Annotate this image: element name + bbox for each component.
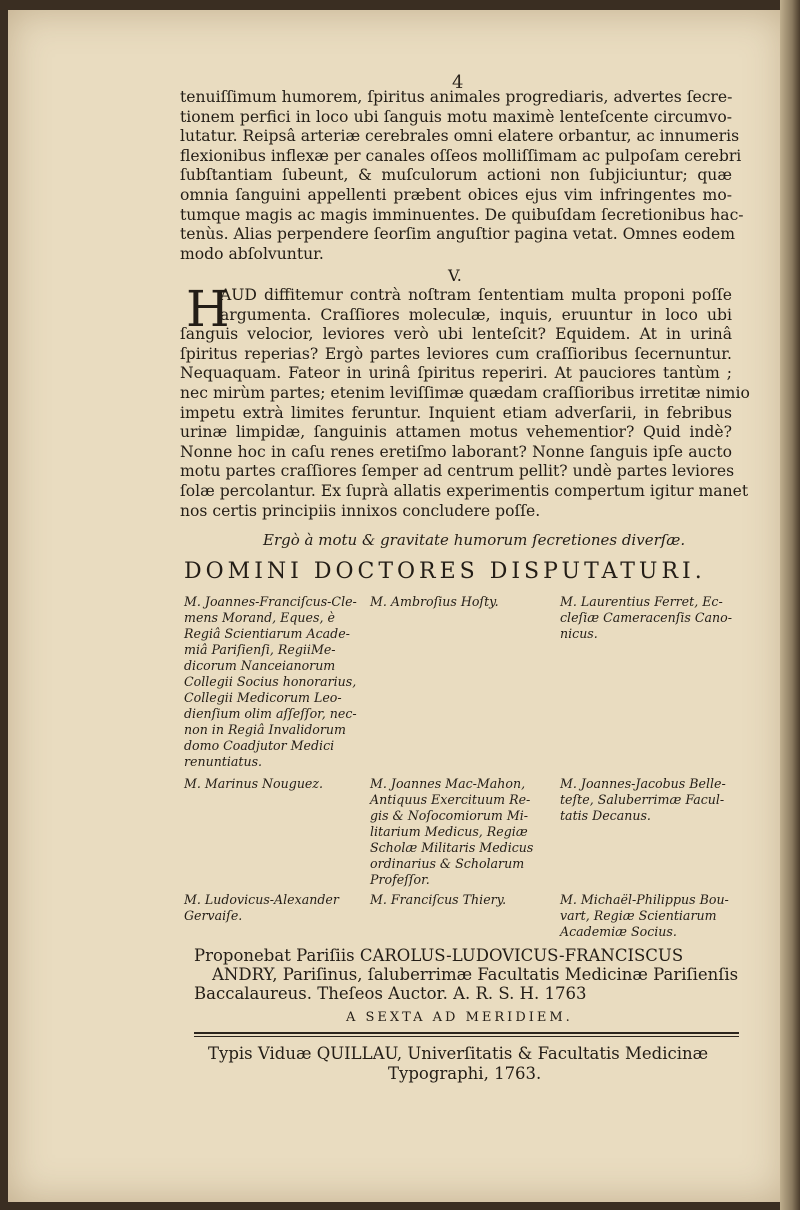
book-spine — [780, 0, 800, 1210]
section-paragraph — [180, 280, 750, 521]
doctor-line: dienſium olim aſſeſſor, nec- — [184, 706, 357, 721]
doctor-line: cleſiæ Cameracenſis Cano- — [560, 610, 732, 625]
proponebat-paragraph — [194, 946, 739, 1003]
text-line: ſubſtantiam ſubeunt, & muſculorum actioni non ſubjiciuntur; quæ — [180, 166, 732, 185]
paragraph-continuation — [180, 88, 744, 264]
text-line: motu partes craſſiores ſemper ad centrum pellit? undè partes leviores — [180, 462, 735, 481]
doctor-line: M. Joannes Mac-Mahon, — [370, 776, 526, 791]
text-line: flexionibus inflexæ per canales oſſeos molliſſimam ac pulpoſam cerebri — [180, 146, 742, 165]
divider — [194, 1036, 739, 1037]
text-line: urinæ limpidæ, ſanguinis attamen motus vehementior? Quid indè? — [180, 423, 732, 442]
text-line: tumque magis ac magis imminuentes. De quibuſdam ſecretionibus hac- — [180, 205, 744, 224]
doctor-line: M. Franciſcus Thiery. — [370, 892, 507, 907]
doctor-entry — [560, 594, 732, 642]
text-line: Nonne hoc in caſu renes eretiſmo laborant? Nonne ſanguis ipſe aucto — [180, 442, 732, 461]
doctor-line: gis & Noſocomiorum Mi- — [370, 808, 529, 823]
doctors-header: DOMINI DOCTORES DISPUTATURI. — [184, 559, 706, 584]
text-line: omnia ſanguini appellenti præbent obices ejus vim infringentes mo- — [180, 185, 732, 204]
text-line: impetu extrà limites feruntur. Inquient etiam adverſarii, in febribus — [180, 403, 732, 422]
book-page — [8, 10, 786, 1202]
section-number: V. — [448, 266, 462, 285]
doctor-line: litarium Medicus, Regiæ — [370, 824, 528, 839]
text-line: modo abſolvuntur. — [180, 244, 324, 263]
doctor-entry — [184, 594, 357, 770]
doctor-line: dicorum Nanceianorum — [184, 658, 336, 673]
text-line: ſpiritus reperias? Ergò partes leviores cum craſſioribus ſecernuntur. — [180, 344, 732, 363]
doctor-entry — [184, 776, 323, 792]
text-line: AUD diffitemur contrà noſtram ſententiam multa proponi poſſe — [220, 286, 732, 304]
doctor-entry — [370, 892, 506, 908]
text-line: Proponebat Pariſiis CAROLUS-LUDOVICUS-FRANCISCUS — [194, 946, 684, 965]
text-line: ſolæ percolantur. Ex ſuprà allatis experimentis compertum igitur manet — [180, 481, 749, 500]
doctor-line: M. Joannes-Franciſcus-Cle- — [184, 594, 357, 609]
conclusion-line: Ergò à motu & gravitate humorum ſecretiones diverſæ. — [263, 531, 686, 549]
doctor-entry — [184, 892, 339, 924]
divider — [194, 1032, 739, 1034]
printer-imprint — [208, 1044, 728, 1084]
doctor-line: M. Ambroſius Hoſty. — [370, 594, 499, 609]
doctor-line: teſte, Saluberrimæ Facul- — [560, 792, 725, 807]
doctor-line: nicus. — [560, 626, 598, 641]
doctor-line: Scholæ Militaris Medicus — [370, 840, 534, 855]
doctor-line: Collegii Medicorum Leo- — [184, 690, 342, 705]
doctor-line: miâ Pariſienſi, RegiiMe- — [184, 642, 336, 657]
doctor-line: ordinarius & Scholarum — [370, 856, 525, 871]
doctor-line: Academiæ Socius. — [560, 924, 677, 939]
text-line: Baccalaureus. Theſeos Auctor. A. R. S. H. 1763 — [194, 984, 587, 1003]
text-line: argumenta. Craſſiores moleculæ, inquis, eruuntur in loco ubi — [220, 305, 732, 324]
text-line: tionem perfici in loco ubi ſanguis motu maximè lenteſcente circumvo- — [180, 107, 732, 126]
text-line: nec mirùm partes; etenim leviſſimæ quædam craſſioribus irretitæ nimio — [180, 383, 750, 402]
text-line: tenùs. Alias perpendere ſeorſim anguſtior pagina vetat. Omnes eodem — [180, 225, 736, 244]
doctor-entry — [370, 776, 533, 888]
text-line: Typographi, 1763. — [388, 1064, 542, 1083]
time-line: A SEXTA AD MERIDIEM. — [346, 1010, 573, 1025]
doctor-line: Gervaiſe. — [184, 908, 243, 923]
doctor-line: Collegii Socius honorarius, — [184, 674, 357, 689]
text-line: Nequaquam. Fateor in urinâ ſpiritus reperiri. At pauciores tantùm ; — [180, 364, 732, 383]
text-line: ſanguis velocior, leviores verò ubi lenteſcit? Equidem. At in urinâ — [180, 325, 732, 344]
doctor-entry — [370, 594, 499, 610]
doctor-line: Antiquus Exercituum Re- — [370, 792, 531, 807]
doctor-line: vart, Regiæ Scientiarum — [560, 908, 717, 923]
doctor-line: M. Marinus Nouguez. — [184, 776, 324, 791]
text-line: Typis Viduæ QUILLAU, Univerſitatis & Facultatis Medicinæ — [208, 1044, 709, 1063]
text-line: lutatur. Reipsâ arteriæ cerebrales omni elatere orbantur, ac innumeris — [180, 127, 740, 146]
text-line: nos certis principiis innixos concludere poſſe. — [180, 501, 541, 520]
doctor-line: M. Laurentius Ferret, Ec- — [560, 594, 723, 609]
page-number: 4 — [452, 72, 464, 93]
text-line: tenuiſſimum humorem, ſpiritus animales progrediaris, advertes ſecre- — [180, 88, 733, 106]
drop-cap: H — [186, 280, 230, 338]
doctor-line: non in Regiâ Invalidorum — [184, 722, 346, 737]
doctor-line: domo Coadjutor Medici — [184, 738, 335, 753]
doctor-line: mens Morand, Eques, è — [184, 610, 335, 625]
doctor-entry — [560, 776, 726, 824]
doctor-entry — [560, 892, 729, 940]
doctor-line: Regiâ Scientiarum Acade- — [184, 626, 350, 641]
doctor-line: M. Joannes-Jacobus Belle- — [560, 776, 726, 791]
doctor-line: Profeſſor. — [370, 872, 430, 887]
doctor-line: M. Ludovicus-Alexander — [184, 892, 339, 907]
text-line: ANDRY, Pariſinus, ſaluberrimæ Facultatis Medicinæ Pariſienſis — [212, 965, 739, 984]
doctor-line: tatis Decanus. — [560, 808, 651, 823]
doctor-line: M. Michaël-Philippus Bou- — [560, 892, 729, 907]
doctor-line: renuntiatus. — [184, 754, 263, 769]
